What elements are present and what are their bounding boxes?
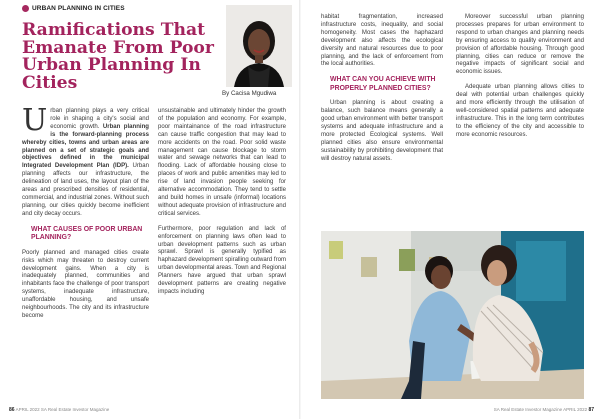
planners-photo xyxy=(321,231,584,399)
drop-cap: U xyxy=(22,103,48,138)
footer-right-text: SA Real Estate Investor Magazine APRIL 2022 xyxy=(493,407,588,412)
section-tag xyxy=(22,5,125,12)
intro-tail: Urban planning affects our infrastructure, the delineation of land uses, the layout plan of the areas and prescribed densities of residential, commercial, and industrial zones. Without such planning, our cities quickly become inefficient and city decay occurs. xyxy=(22,163,149,217)
footer-left-text: APRIL 2022 SA Real Estate Investor Magazine xyxy=(15,407,110,412)
author-portrait-illustration xyxy=(226,5,292,87)
column2-paragraph-1: unsustainable and ultimately hinder the growth of the population and economy. For example, poor maintainance of the road infrastructure can cause traffic congestion that may lead to more accidents on the road. Poor solid waste management can cause blockage to storm water and sewage networks that can lead to flooding. Lack of affordable housing close to places of work and public amenities may led to rise of land invasion people seeking for alternative accommodation. They tend to settle and build homes in unsafe (informal) locations without adequate provision of infrastructure and critical services. xyxy=(158,108,286,217)
column4-paragraph-1: Moreover successful urban planning processes prepares for urban environment to respond to urban changes and planning needs by ensuring access to quality environment and provision of affordable housing. Through good planning, cities can reduce or remove the negative impacts of significant social and economic issues. xyxy=(456,14,584,76)
page-number-left: 86 xyxy=(9,407,15,413)
author-portrait xyxy=(226,5,292,87)
author-byline: By Cacisa Mgudiwa xyxy=(222,90,277,97)
intro-paragraph xyxy=(22,103,149,219)
column4-paragraph-2: Adequate urban planning allows cities to deal with potential urban challenges quickly and more efficiently through the utilisation of well-considered spatial patterns and adequate infrastructure. This in the long term contributes to the efficiency of the city and accessible to more economic resources. xyxy=(456,84,584,138)
article-column-3 xyxy=(321,14,443,171)
subheading-achieve: WHAT CAN YOU ACHIEVE WITH PROPERLY PLANNED CITIES? xyxy=(330,76,436,92)
article-column-4 xyxy=(456,14,584,147)
article-headline: Ramifications That Emanate From Poor Urban Planning In Cities xyxy=(22,20,214,93)
planners-photo-illustration xyxy=(321,231,584,399)
page-number-right: 87 xyxy=(588,407,594,413)
causes-paragraph: Poorly planned and managed cities create risks which may threaten to destroy current development gains. When a city is inadequately planned, communities and inhabitants face the challenge of poor transport systems, inadequate infrastructure, unaffordable housing, and unsafe neighbourhoods. The city and its infrastructure become xyxy=(22,249,149,319)
section-dot-icon xyxy=(22,5,29,12)
column3-paragraph-2: Urban planning is about creating a balance, such balance means generally a good urban environment with better transport systems and adequate infrastructure and a more protected Ecological systems. Well planned cities also ensure environmental sustainability by prohibiting development that will destroy natural assets. xyxy=(321,100,443,162)
article-column-1 xyxy=(22,103,149,328)
article-column-2 xyxy=(158,108,286,304)
subheading-causes: WHAT CAUSES OF POOR URBAN PLANNING? xyxy=(31,225,143,242)
intro-definition: Urban planning is the forward-planning process whereby cities, towns and urban areas are planned on a set of strategic goals and objectives defined in the municipal Integrated Development Plan (IDP). xyxy=(22,123,149,170)
column3-paragraph-1: habitat fragmentation, increased infrastructure costs, inequality, and social homogeneity. Most cases the haphazard development also affects the ecological diversity and natural resources due to poor planning, and the lack of enforcement from the local authorities. xyxy=(321,14,443,68)
footer-right xyxy=(494,407,594,413)
intro-text: rban planning plays a very critical role in shaping a city's social and economic growth. xyxy=(50,108,149,130)
page-gutter xyxy=(299,0,301,419)
section-tag-label: URBAN PLANNING IN CITIES xyxy=(32,5,125,12)
footer-left xyxy=(9,407,109,413)
column2-paragraph-2: Furthermore, poor regulation and lack of enforcement on planning laws often lead to urban development patterns such as urban sprawl. Sprawl is generally typified as haphazard development spiralling outward from urban developmental areas. Town and Regional Planners have argued that urban sprawl development patterns are creating negative impacts including xyxy=(158,225,286,295)
